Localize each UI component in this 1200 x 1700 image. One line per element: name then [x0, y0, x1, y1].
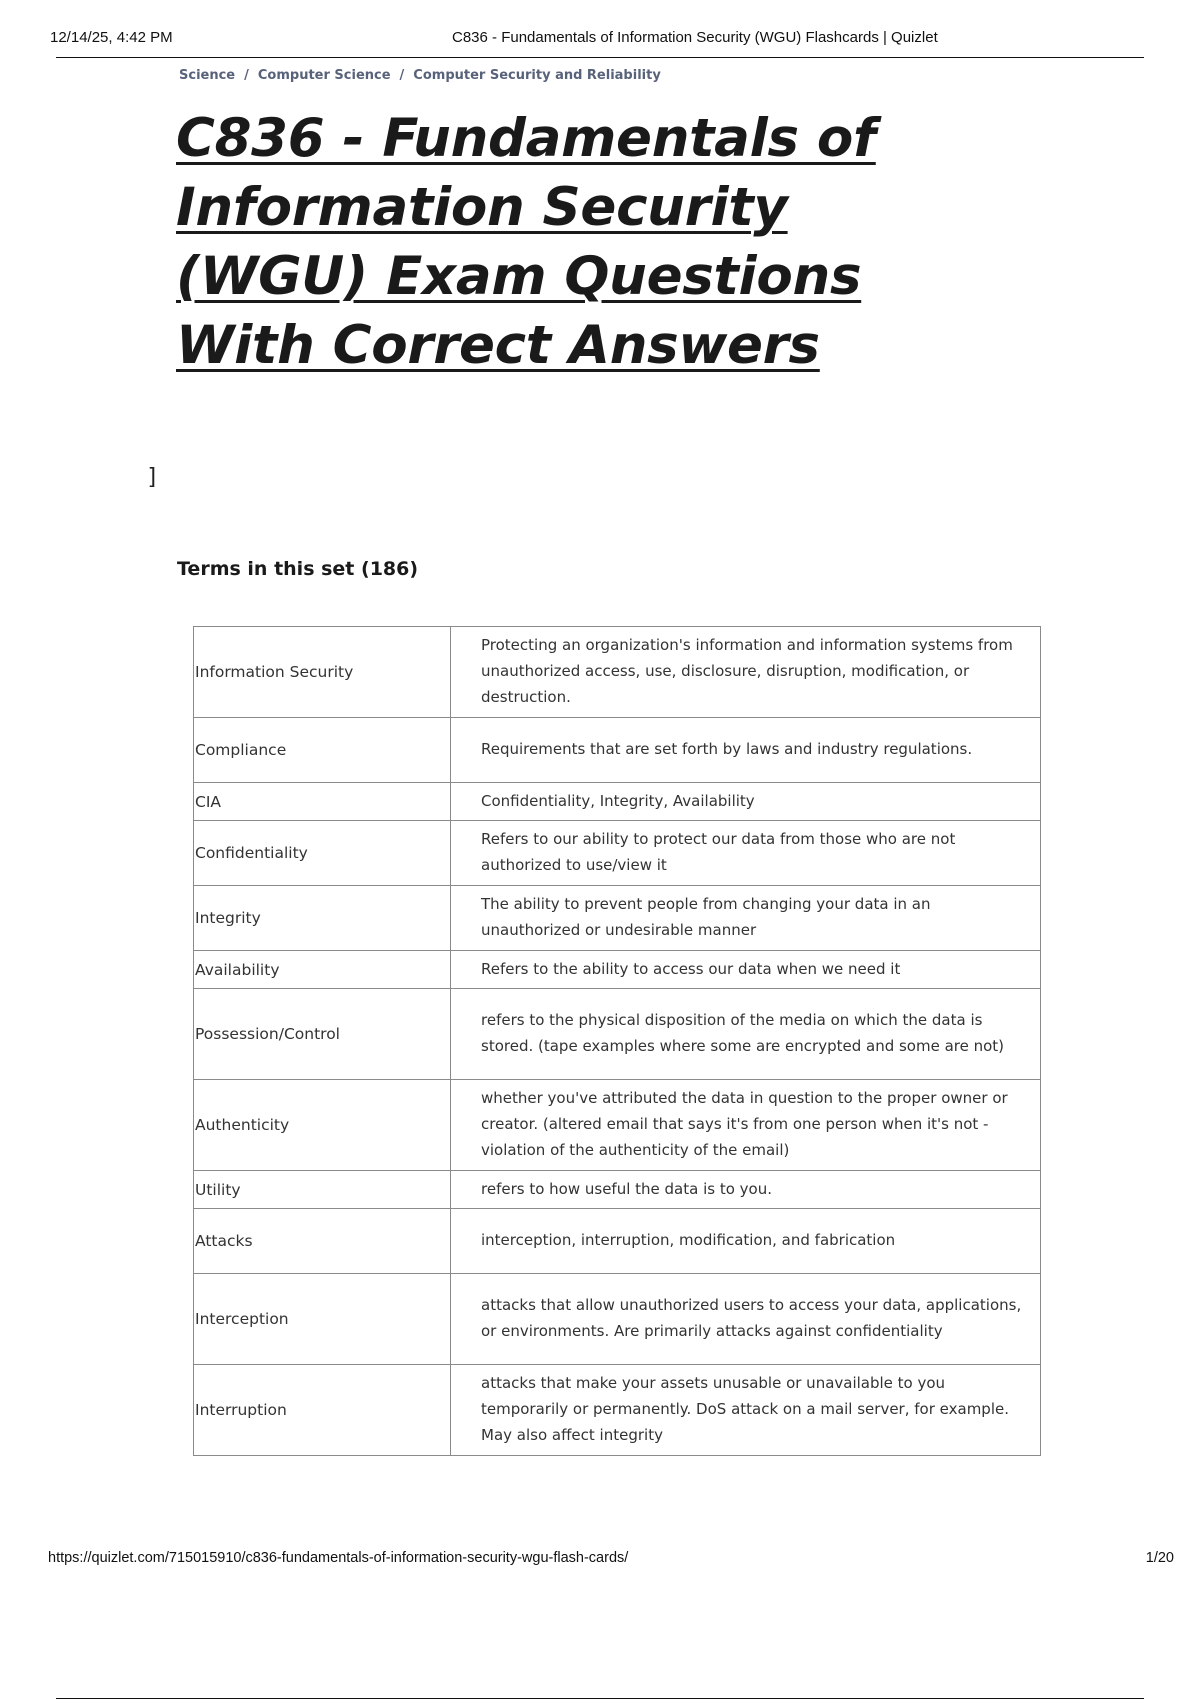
table-row — [194, 886, 1041, 951]
definition-cell: attacks that make your assets unusable or unavailable to you temporarily or permanently. DoS attack on a mail server, for example. May also affect integrity — [451, 1365, 1041, 1456]
breadcrumb-separator: / — [244, 68, 249, 83]
table-row — [194, 1209, 1041, 1274]
table-row — [194, 989, 1041, 1080]
term-cell: Confidentiality — [194, 821, 451, 886]
footer-rule — [56, 1698, 1144, 1699]
term-cell: Attacks — [194, 1209, 451, 1274]
table-row — [194, 1274, 1041, 1365]
table-row — [194, 627, 1041, 718]
table-row — [194, 951, 1041, 989]
definition-cell: Requirements that are set forth by laws and industry regulations. — [451, 718, 1041, 783]
term-cell: CIA — [194, 783, 451, 821]
definition-cell: interception, interruption, modification, and fabrication — [451, 1209, 1041, 1274]
terms-heading: Terms in this set (186) — [177, 558, 419, 580]
table-row — [194, 1365, 1041, 1456]
breadcrumb-separator: / — [399, 68, 405, 83]
print-page-title: C836 - Fundamentals of Information Security (WGU) Flashcards | Quizlet — [452, 29, 938, 46]
term-cell: Compliance — [194, 718, 451, 783]
table-row — [194, 783, 1041, 821]
page-number: 1/20 — [1145, 1550, 1174, 1566]
table-row — [194, 1171, 1041, 1209]
definition-cell: Refers to our ability to protect our data from those who are not authorized to use/view it — [451, 821, 1041, 886]
breadcrumb-link-computer-security[interactable]: Computer Security and Reliability — [413, 68, 661, 83]
term-cell: Availability — [194, 951, 451, 989]
term-cell: Authenticity — [194, 1080, 451, 1171]
page-title: C836 - Fundamentals of Information Security (WGU) Exam Questions With Correct Answers — [176, 108, 876, 376]
print-url: https://quizlet.com/715015910/c836-fundamentals-of-information-security-wgu-flash-cards/ — [48, 1550, 629, 1566]
breadcrumb-link-science[interactable]: Science — [179, 68, 236, 83]
term-cell: Utility — [194, 1171, 451, 1209]
table-row — [194, 1080, 1041, 1171]
term-cell: Possession/Control — [194, 989, 451, 1080]
definition-cell: Refers to the ability to access our data when we need it — [451, 951, 1041, 989]
breadcrumb-link-computer-science[interactable]: Computer Science — [257, 68, 391, 83]
term-cell: Information Security — [194, 627, 451, 718]
definition-cell: whether you've attributed the data in question to the proper owner or creator. (altered email that says it's from one person when it's not - violation of the authenticity of the email) — [451, 1080, 1041, 1171]
term-cell: Interruption — [194, 1365, 451, 1456]
breadcrumb — [179, 68, 661, 83]
definition-cell: Protecting an organization's information and information systems from unauthorized access, use, disclosure, disruption, modification, or destruction. — [451, 627, 1041, 718]
table-row — [194, 821, 1041, 886]
table-row — [194, 718, 1041, 783]
definition-cell: attacks that allow unauthorized users to access your data, applications, or environments. Are primarily attacks against confidentiality — [451, 1274, 1041, 1365]
definition-cell: Confidentiality, Integrity, Availability — [451, 783, 1041, 821]
stray-bracket-mark: ] — [146, 465, 160, 490]
term-cell: Interception — [194, 1274, 451, 1365]
print-timestamp: 12/14/25, 4:42 PM — [50, 29, 173, 46]
terms-table — [193, 626, 1041, 1456]
definition-cell: refers to the physical disposition of the media on which the data is stored. (tape examples where some are encrypted and some are not) — [451, 989, 1041, 1080]
header-rule — [56, 57, 1144, 58]
print-header — [50, 29, 1150, 57]
term-cell: Integrity — [194, 886, 451, 951]
definition-cell: The ability to prevent people from changing your data in an unauthorized or undesirable manner — [451, 886, 1041, 951]
definition-cell: refers to how useful the data is to you. — [451, 1171, 1041, 1209]
